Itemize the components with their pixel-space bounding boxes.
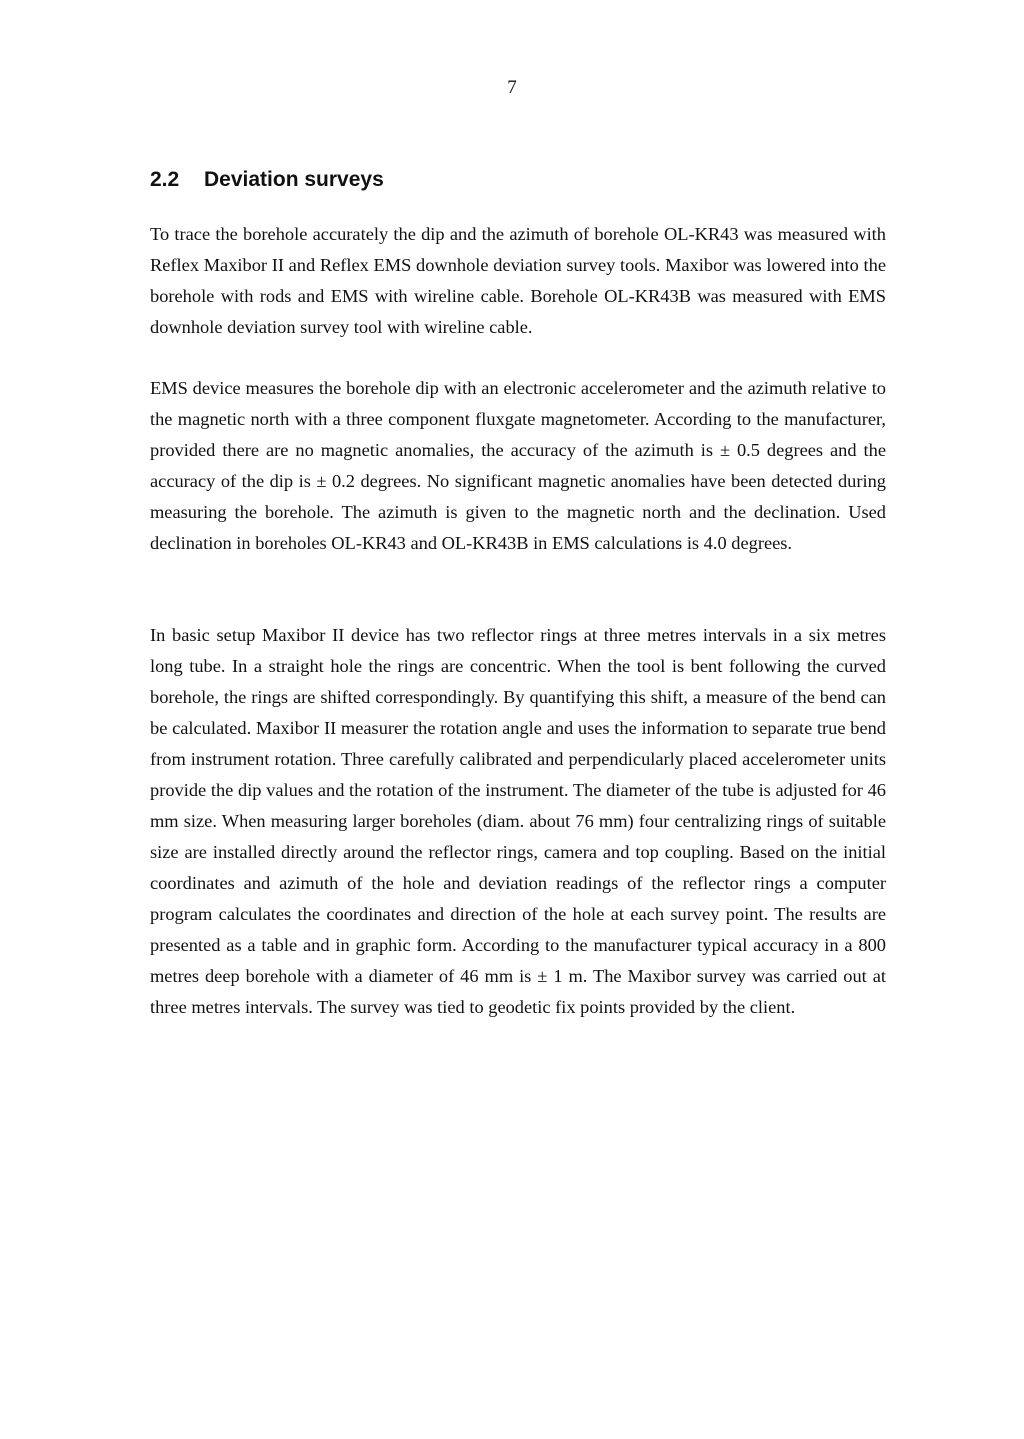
- paragraph-maxibor-device: In basic setup Maxibor II device has two reflector rings at three metres intervals in a six metres long tube. In a straight hole the rings are concentric. When the tool is bent following the curved borehole, the rings are shifted correspondingly. By quantifying this shift, a measure of the bend can be calculated. Maxibor II measurer the rotation angle and uses the information to separate true bend from instrument rotation. Three carefully calibrated and perpendicularly placed accelerometer units provide the dip values and the rotation of the instrument. The diameter of the tube is adjusted for 46 mm size. When measuring larger boreholes (diam. about 76 mm) four centralizing rings of suitable size are installed directly around the reflector rings, camera and top coupling. Based on the initial coordinates and azimuth of the hole and deviation readings of the reflector rings a computer program calculates the coordinates and direction of the hole at each survey point. The results are presented as a table and in graphic form. According to the manufacturer typical accuracy in a 800 metres deep borehole with a diameter of 46 mm is ± 1 m. The Maxibor survey was carried out at three metres intervals. The survey was tied to geodetic fix points provided by the client.: [150, 625, 886, 1017]
- section-heading: [150, 163, 384, 197]
- paragraph-intro: To trace the borehole accurately the dip and the azimuth of borehole OL-KR43 was measured with Reflex Maxibor II and Reflex EMS downhole deviation survey tools. Maxibor was lowered into the borehole with rods and EMS with wireline cable. Borehole OL-KR43B was measured with EMS downhole deviation survey tool with wireline cable.: [150, 224, 886, 337]
- page-number: 7: [507, 77, 517, 98]
- section-title: Deviation surveys: [204, 168, 384, 191]
- section-number: 2.2: [150, 168, 180, 191]
- paragraph-ems-device: EMS device measures the borehole dip with an electronic accelerometer and the azimuth relative to the magnetic north with a three component fluxgate magnetometer. According to the manufacturer, provided there are no magnetic anomalies, the accuracy of the azimuth is ± 0.5 degrees and the accuracy of the dip is ± 0.2 degrees. No significant magnetic anomalies have been detected during measuring the borehole. The azimuth is given to the magnetic north and the declination. Used declination in boreholes OL-KR43 and OL-KR43B in EMS calculations is 4.0 degrees.: [150, 378, 886, 553]
